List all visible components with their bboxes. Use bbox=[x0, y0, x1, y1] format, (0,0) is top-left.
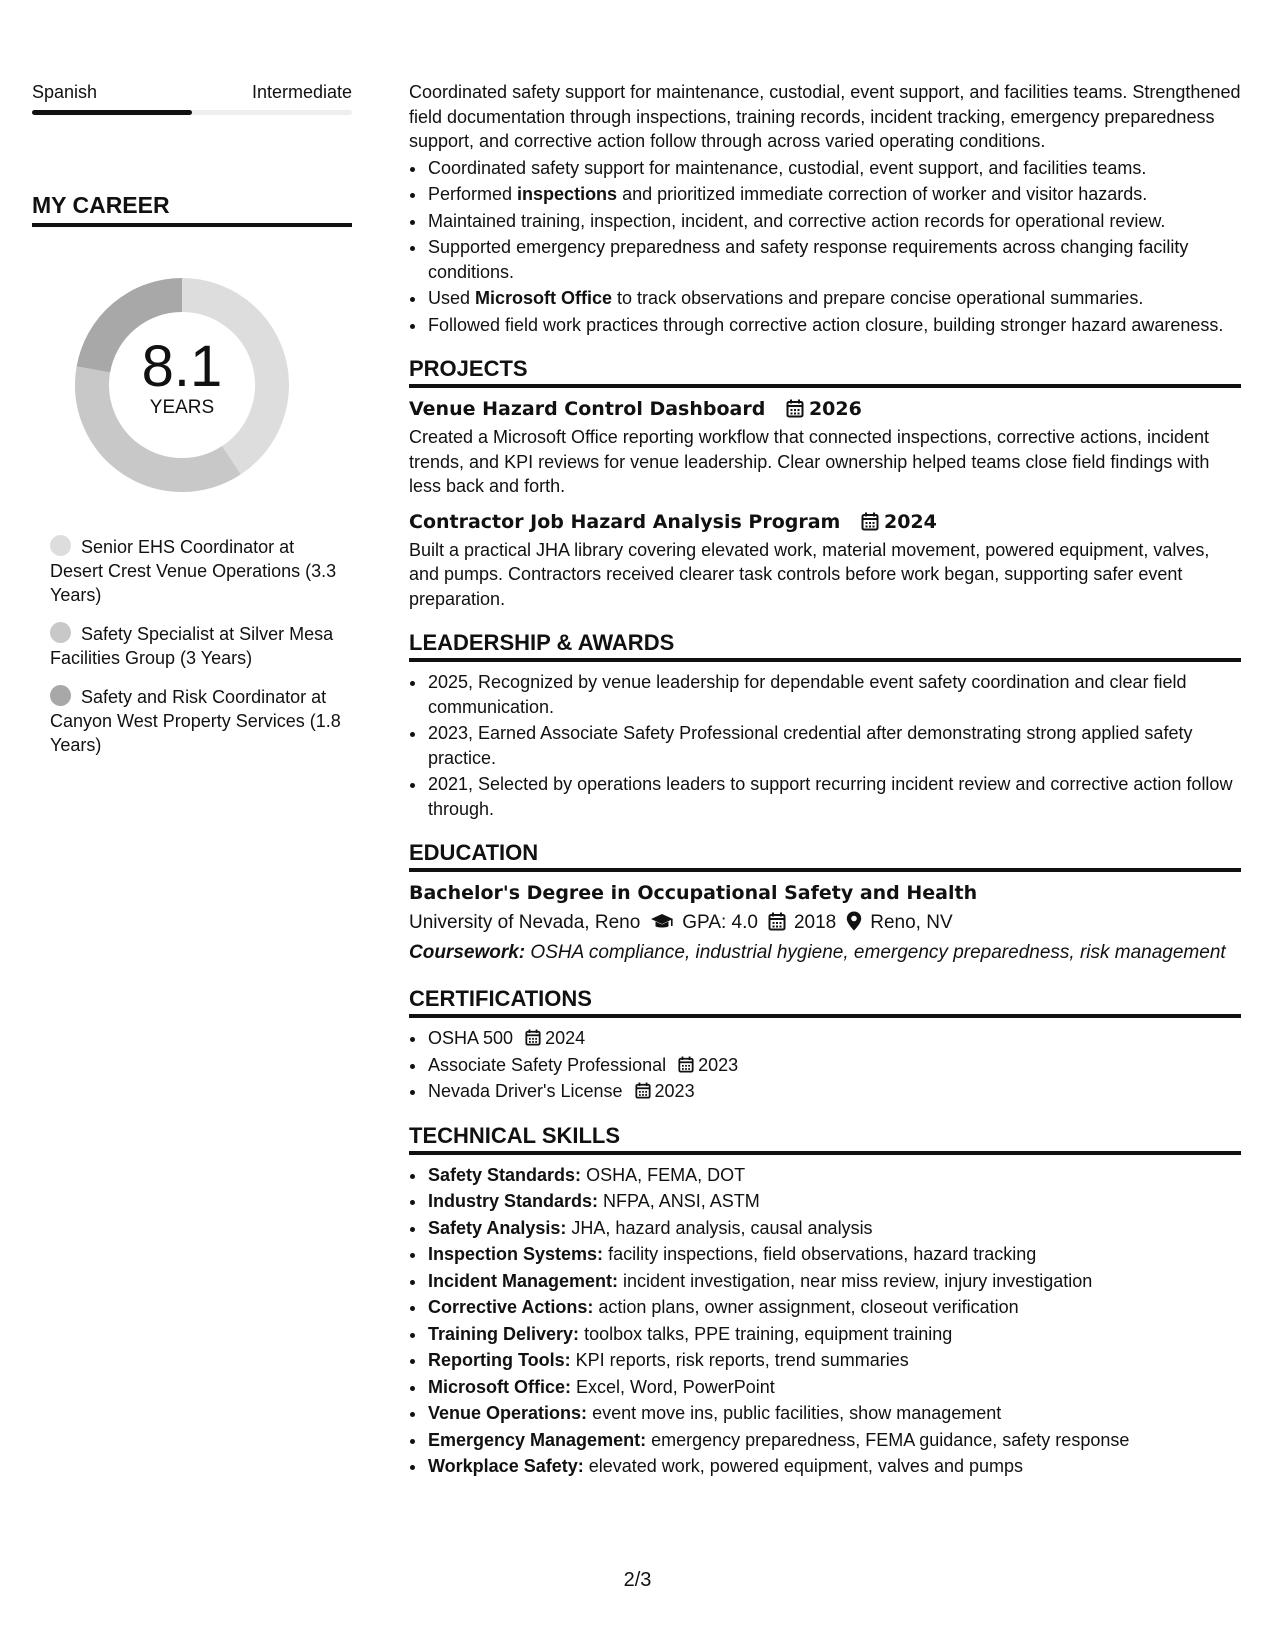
skill-value: elevated work, powered equipment, valves and pumps bbox=[588, 1456, 1023, 1476]
bullet-bold: inspections bbox=[517, 184, 618, 204]
skill-label: Safety Analysis: bbox=[428, 1217, 567, 1238]
award-item: • 2025, Recognized by venue leadership for dependable event safety coordination and clear field communication. bbox=[427, 670, 1241, 719]
award-item: • 2023, Earned Associate Safety Professional credential after demonstrating strong applied safety practice. bbox=[427, 721, 1241, 770]
skill-value: NFPA, ANSI, ASTM bbox=[603, 1191, 760, 1211]
certification-year: 2024 bbox=[545, 1028, 586, 1048]
skill-item bbox=[427, 1401, 1241, 1426]
education-meta bbox=[409, 909, 1241, 937]
career-total-value: 8.1 bbox=[141, 334, 223, 399]
education-school: University of Nevada, Reno bbox=[409, 912, 641, 933]
project-name: Contractor Job Hazard Analysis Program bbox=[409, 510, 841, 533]
bullet-bold: Microsoft Office bbox=[475, 288, 613, 308]
language-level: Intermediate bbox=[251, 82, 352, 102]
skill-item bbox=[427, 1163, 1241, 1188]
skill-item bbox=[427, 1322, 1241, 1347]
skill-value: action plans, owner assignment, closeout verification bbox=[598, 1297, 1019, 1317]
calendar-icon bbox=[678, 1056, 694, 1073]
awards-list bbox=[409, 670, 1241, 821]
skill-item bbox=[427, 1295, 1241, 1320]
language-proficiency-bar bbox=[32, 110, 352, 115]
bullet-text: Used bbox=[428, 288, 476, 308]
skill-label: Safety Standards: bbox=[428, 1164, 582, 1185]
skill-value: event move ins, public facilities, show management bbox=[592, 1403, 1002, 1423]
skill-value: incident investigation, near miss review, injury investigation bbox=[623, 1270, 1093, 1291]
project-description: Created a Microsoft Office reporting workflow that connected inspections, corrective actions, incident trends, and KPI reviews for venue leadership. Clear ownership helped teams close field findings with less back and forth. bbox=[409, 427, 1210, 496]
certification-year: 2023 bbox=[654, 1081, 695, 1101]
language-row bbox=[32, 80, 352, 104]
legend-dot-icon bbox=[50, 622, 71, 643]
experience-bullet bbox=[427, 235, 1241, 284]
skill-value: JHA, hazard analysis, causal analysis bbox=[571, 1217, 873, 1238]
skill-item bbox=[427, 1216, 1241, 1241]
calendar-icon bbox=[635, 1082, 651, 1099]
skill-value: emergency preparedness, FEMA guidance, safety response bbox=[651, 1429, 1130, 1450]
skill-label: Workplace Safety: bbox=[428, 1456, 584, 1476]
education-degree: Bachelor's Degree in Occupational Safety and Health bbox=[409, 882, 978, 904]
skill-item bbox=[427, 1189, 1241, 1214]
coursework-text: OSHA compliance, industrial hygiene, emergency preparedness, risk management bbox=[530, 942, 1226, 963]
career-position-label: Safety and Risk Coordinator at Canyon West Property Services (1.8 Years) bbox=[50, 687, 341, 755]
legend-dot-icon bbox=[50, 535, 71, 556]
skill-label: Inspection Systems: bbox=[428, 1244, 604, 1264]
experience-bullet bbox=[427, 286, 1241, 311]
career-legend-item bbox=[50, 622, 352, 670]
skill-value: Excel, Word, PowerPoint bbox=[576, 1376, 775, 1397]
education-heading: EDUCATION bbox=[409, 839, 1241, 872]
experience-summary: Coordinated safety support for maintenance, custodial, event support, and facilities teams. Strengthened field documentation through inspections, training records, incident tracking, emergency preparedness support, and corrective action follow through across varied operating conditions. bbox=[409, 82, 1241, 151]
skill-item bbox=[427, 1454, 1241, 1479]
skill-label: Emergency Management: bbox=[428, 1429, 647, 1450]
project-title bbox=[409, 396, 1241, 422]
career-heading: MY CAREER bbox=[32, 191, 352, 227]
calendar-icon bbox=[525, 1029, 541, 1046]
skill-label: Industry Standards: bbox=[428, 1191, 599, 1211]
experience-bullet bbox=[427, 156, 1241, 181]
project-name: Venue Hazard Control Dashboard bbox=[409, 398, 766, 420]
certification-item bbox=[427, 1026, 1241, 1051]
bullet-text: to track observations and prepare concise operational summaries. bbox=[612, 288, 1144, 308]
calendar-icon bbox=[861, 512, 879, 531]
certification-name: Associate Safety Professional bbox=[428, 1054, 667, 1075]
page-number: 2/3 bbox=[623, 1569, 652, 1591]
skill-item bbox=[427, 1348, 1241, 1373]
skill-label: Venue Operations: bbox=[428, 1403, 588, 1423]
skill-label: Incident Management: bbox=[428, 1270, 619, 1291]
projects-heading: PROJECTS bbox=[409, 355, 1241, 388]
education-gpa: GPA: 4.0 bbox=[682, 912, 758, 933]
donut-center bbox=[66, 269, 298, 501]
language-proficiency-fill bbox=[32, 110, 192, 115]
skill-item bbox=[427, 1242, 1241, 1267]
awards-heading: LEADERSHIP & AWARDS bbox=[409, 629, 1241, 662]
experience-bullet bbox=[427, 182, 1241, 207]
career-donut-chart bbox=[66, 269, 298, 501]
certification-year: 2023 bbox=[698, 1054, 739, 1075]
project-title bbox=[409, 509, 1241, 535]
bullet-text: Followed field work practices through corrective action closure, building stronger hazard awareness. bbox=[428, 314, 1224, 335]
skill-label: Training Delivery: bbox=[428, 1323, 580, 1344]
graduation-cap-icon bbox=[650, 913, 674, 931]
experience-bullet bbox=[427, 209, 1241, 234]
experience-bullet bbox=[427, 313, 1241, 338]
skill-value: KPI reports, risk reports, trend summaries bbox=[575, 1350, 909, 1370]
skill-item bbox=[427, 1269, 1241, 1294]
career-position-label: Senior EHS Coordinator at Desert Crest Venue Operations (3.3 Years) bbox=[50, 537, 337, 605]
skill-item bbox=[427, 1428, 1241, 1453]
education-coursework bbox=[409, 941, 1241, 965]
calendar-icon bbox=[786, 399, 804, 418]
skill-value: facility inspections, field observations, hazard tracking bbox=[608, 1244, 1037, 1264]
skills-list bbox=[409, 1163, 1241, 1479]
bullet-text: Maintained training, inspection, incident, and corrective action records for operational review. bbox=[428, 210, 1166, 231]
skill-value: toolbox talks, PPE training, equipment training bbox=[584, 1323, 953, 1344]
career-total-unit: YEARS bbox=[149, 397, 215, 418]
education-location: Reno, NV bbox=[870, 912, 953, 933]
skill-item bbox=[427, 1375, 1241, 1400]
location-pin-icon bbox=[846, 911, 862, 931]
certification-name: Nevada Driver's License bbox=[428, 1081, 623, 1101]
legend-dot-icon bbox=[50, 685, 71, 706]
bullet-text: Coordinated safety support for maintenance, custodial, event support, and facilities teams. bbox=[428, 157, 1147, 178]
project-description: Built a practical JHA library covering elevated work, material movement, powered equipment, valves, and pumps. Contractors received clearer task controls before work began, supporting safer event preparation. bbox=[409, 539, 1210, 609]
experience-bullets bbox=[409, 156, 1241, 338]
career-legend-item bbox=[50, 535, 352, 607]
career-legend bbox=[32, 535, 352, 757]
right-column bbox=[409, 80, 1241, 1481]
left-column bbox=[32, 80, 352, 772]
career-position-label: Safety Specialist at Silver Mesa Facilities Group (3 Years) bbox=[50, 624, 334, 668]
certification-item bbox=[427, 1053, 1241, 1078]
certifications-heading: CERTIFICATIONS bbox=[409, 985, 1241, 1018]
bullet-text: and prioritized immediate correction of worker and visitor hazards. bbox=[617, 184, 1148, 204]
career-legend-item bbox=[50, 685, 352, 757]
skill-label: Microsoft Office: bbox=[428, 1376, 572, 1397]
skills-heading: TECHNICAL SKILLS bbox=[409, 1122, 1241, 1155]
project-year: 2026 bbox=[808, 398, 862, 420]
skill-label: Reporting Tools: bbox=[428, 1350, 571, 1370]
certifications-list bbox=[409, 1026, 1241, 1104]
language-name: Spanish bbox=[32, 82, 98, 102]
education-year: 2018 bbox=[793, 912, 837, 933]
skill-label: Corrective Actions: bbox=[428, 1297, 594, 1317]
coursework-label: Coursework: bbox=[409, 942, 526, 963]
bullet-text: Performed bbox=[428, 184, 518, 204]
project-year: 2024 bbox=[883, 510, 937, 533]
certification-name: OSHA 500 bbox=[428, 1028, 514, 1048]
certification-item bbox=[427, 1079, 1241, 1104]
bullet-text: Supported emergency preparedness and safety response requirements across changing facility conditions. bbox=[428, 237, 1189, 282]
award-item: • 2021, Selected by operations leaders to support recurring incident review and corrective action follow through. bbox=[427, 772, 1241, 821]
calendar-icon bbox=[768, 912, 786, 931]
skill-value: OSHA, FEMA, DOT bbox=[586, 1164, 746, 1185]
